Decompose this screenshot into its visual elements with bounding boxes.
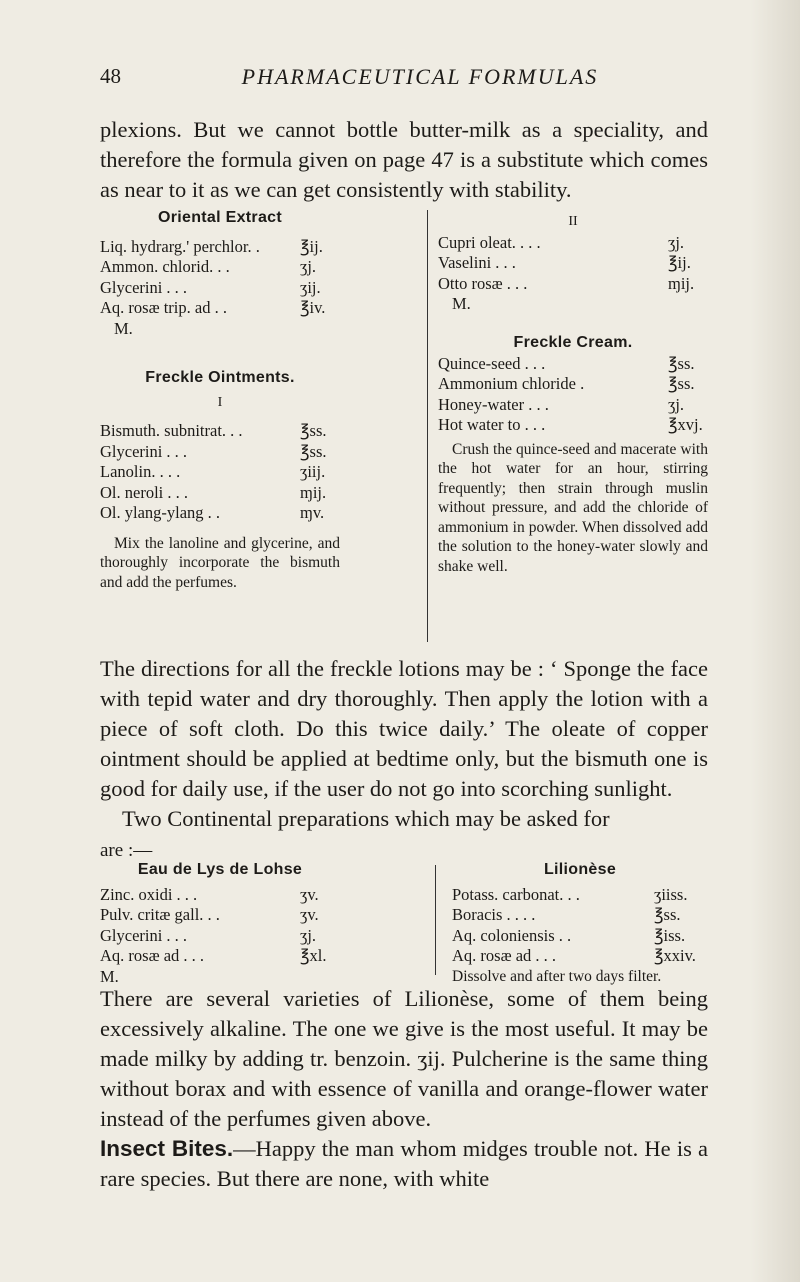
formula-row: Pulv. critæ gall. . . ʒv. — [100, 905, 319, 924]
formula-numeral: II — [568, 214, 578, 229]
formula-row: Zinc. oxidi . . . ʒv. — [100, 884, 319, 904]
freckle-ointment-two-formula — [438, 212, 708, 315]
column-divider — [427, 210, 428, 642]
formula-row: Bismuth. subnitrat. . . ℥ss. — [100, 421, 327, 440]
formula-row: Hot water to . . . ℥xvj. — [438, 415, 703, 434]
formula-row: Potass. carbonat. . . ʒiiss. — [452, 884, 688, 904]
formula-row: Honey-water . . . ʒj. — [438, 394, 685, 414]
varieties-paragraph: There are several varieties of Lilionèse, some of them being excessively alkaline. The one we give is the most useful. It may be made milky by adding tr. benzoin. ʒij. Pulcherine is the same thing without borax and with essence of vanilla and orange-flower water instead of the perfumes given above. — [100, 986, 708, 1131]
eau-de-lys-formula — [100, 860, 340, 987]
formula-row: Ol. ylang-ylang . . ɱv. — [100, 503, 325, 522]
formula-row: Ammon. chlorid. . . ʒj. — [100, 257, 317, 276]
formula-row: Glycerini . . . ʒij. — [100, 277, 321, 297]
formula-row: Cupri oleat. . . . ʒj. — [438, 232, 685, 252]
formula-row: Lanolin. . . . ʒiij. — [100, 462, 326, 481]
page-edge-shadow — [750, 0, 800, 1282]
lilionese-title: Lilionèse — [543, 861, 617, 878]
formula-row: Aq. rosæ ad . . . ℥xxiv. — [452, 946, 696, 965]
running-title: PHARMACEUTICAL FORMULAS — [241, 64, 599, 89]
formula-row: Ol. neroli . . . ɱij. — [100, 482, 327, 502]
insect-bites-text: —Happy the man whom midges trouble not. He is a rare species. But there are none, with white — [100, 1136, 708, 1191]
formula-row: Ammonium chloride . ℥ss. — [438, 374, 695, 393]
formula-row: Boracis . . . . ℥ss. — [452, 905, 681, 924]
ointment-instructions: Mix the lanoline and glycerine, and thoroughly incorporate the bismuth and add the perfumes. — [100, 534, 340, 591]
freckle-ointment-one-formula — [100, 368, 340, 592]
intro-paragraph: plexions. But we cannot bottle butter-milk as a speciality, and therefore the formula given on page 47 is a substitute which comes as near to it as we can get consistently with stability. — [100, 117, 708, 202]
formula-row: Quince-seed . . . ℥ss. — [438, 353, 695, 373]
eau-de-lys-title: Eau de Lys de Lohse — [137, 861, 303, 878]
lilionese-note: Dissolve and after two days filter. — [452, 967, 662, 985]
formula-row: Aq. rosæ ad . . . ℥xl. — [100, 946, 327, 965]
oriental-extract-title: Oriental Extract — [158, 209, 282, 226]
directions-paragraph: The directions for all the freckle lotions may be : ‘ Sponge the face with tepid water and dry thoroughly. Then apply the lotion with a piece of soft cloth. Do this twice daily.’ The oleate of copper ointment should be applied at bedtime only, but the bismuth one is good for daily use, if the user do not go into scorching sunlight. — [100, 656, 708, 801]
mix-mark: M. — [452, 294, 471, 313]
insect-bites-heading: Insect Bites. — [100, 1136, 234, 1161]
freckle-cream-formula — [438, 333, 708, 576]
insect-bites-paragraph — [100, 1134, 708, 1194]
formula-row: Glycerini . . . ʒj. — [100, 925, 317, 945]
formula-row: Glycerini . . . ℥ss. — [100, 441, 327, 461]
oriental-extract-formula — [100, 208, 340, 339]
page-number: 48 — [100, 64, 121, 88]
formula-row: Otto rosæ . . . ɱij. — [438, 273, 695, 293]
are-line: are :— — [100, 840, 153, 861]
formula-row: Vaselini . . . ℥ij. — [438, 253, 691, 272]
formula-numeral: I — [217, 394, 223, 410]
mix-mark: M. — [114, 318, 133, 338]
formula-row: Liq. hydrarg.' perchlor. . ℥ij. — [100, 236, 323, 256]
continental-line: Two Continental preparations which may be asked for — [122, 806, 610, 831]
freckle-ointments-title: Freckle Ointments. — [145, 369, 295, 386]
mix-mark: M. — [100, 966, 119, 986]
page-header — [100, 64, 740, 94]
freckle-cream-title: Freckle Cream. — [513, 334, 633, 351]
cream-instructions: Crush the quince-seed and macerate with the hot water for an hour, stirring frequently; then strain through muslin without pressure, and add the chloride of ammonium in powder. When dissolved add the solution to the honey-water slowly and shake well. — [438, 440, 708, 575]
formula-row: Aq. coloniensis . . ℥iss. — [452, 925, 686, 945]
column-divider — [435, 865, 436, 975]
lilionese-formula — [452, 860, 708, 987]
formula-row: Aq. rosæ trip. ad . . ℥iv. — [100, 298, 326, 317]
